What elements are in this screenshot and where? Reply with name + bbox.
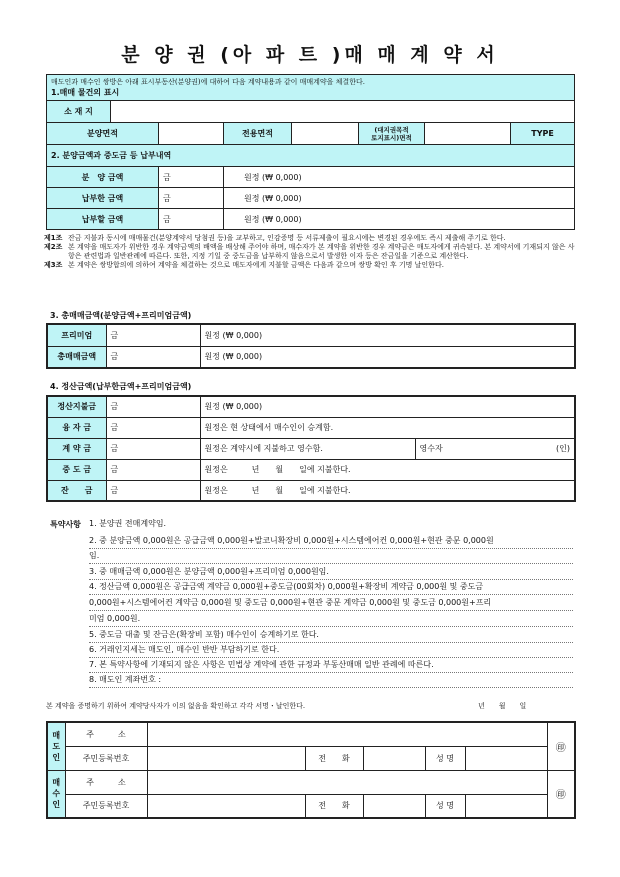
special-line-1: 1. 분양권 전매계약임. (89, 519, 167, 528)
deposit-receiver[interactable] (415, 438, 575, 459)
total-price-label: 총매매금액 (47, 346, 106, 368)
seller-char-1: 매 (52, 730, 61, 740)
special-line-7: 미엄 0,000원. (89, 612, 573, 627)
due-amount-currency: 금 (159, 209, 224, 230)
section4-title: 4. 정산금액(납부한금액+프리미엄금액) (50, 382, 192, 391)
land-label-line1: (대지권목적 (374, 125, 409, 134)
type-label: TYPE (511, 123, 575, 145)
total-table (46, 323, 576, 369)
balance-currency: 금 (106, 480, 200, 501)
parties-table (46, 721, 576, 819)
interim-label: 중 도 금 (47, 459, 106, 480)
balance-value[interactable]: 원정은 년 월 일에 지불한다. (200, 480, 575, 501)
paid-amount-currency: 금 (159, 188, 224, 209)
buyer-char-2: 수 (52, 789, 61, 799)
seller-address-field[interactable] (147, 722, 547, 746)
exclusive-area-label: 전용면적 (224, 123, 292, 145)
seller-char-2: 도 (52, 741, 61, 751)
closing-text: 본 계약을 증명하기 위하여 계약당사자가 이의 없음을 확인하고 각각 서명・날인한다. (46, 702, 306, 710)
buyer-address-field[interactable] (147, 770, 547, 794)
special-label: 특약사항 (50, 520, 81, 529)
seller-id-field[interactable] (147, 746, 305, 770)
special-line-3: 임. (89, 549, 573, 564)
buyer-phone-label: 전 화 (305, 794, 363, 818)
location-field[interactable] (111, 101, 575, 123)
section1-title: 1.매매 물건의 표시 (51, 88, 120, 97)
loan-value[interactable]: 원정은 현 상태에서 매수인이 승계함. (200, 417, 575, 438)
seller-phone-field[interactable] (363, 746, 425, 770)
special-line-5: 4. 정산금액 0,000원은 공급금액 계약금 0,000원+중도금(00회차) 0,000원+확장비 계약금 0,000원 및 중도금 (89, 580, 573, 595)
total-price-currency: 금 (106, 346, 200, 368)
seller-seal: ㊞ (547, 722, 575, 770)
buyer-name-field[interactable] (465, 794, 547, 818)
settlement-label: 정산지불금 (47, 396, 106, 417)
seller-phone-label: 전 화 (305, 746, 363, 770)
seller-name-field[interactable] (465, 746, 547, 770)
buyer-char-3: 인 (52, 800, 61, 810)
deposit-currency: 금 (106, 438, 200, 459)
buyer-phone-field[interactable] (363, 794, 425, 818)
loan-label: 융 자 금 (47, 417, 106, 438)
special-line-9: 6. 거래인지세는 매도인, 매수인 반반 부담하기로 한다. (89, 643, 573, 658)
settlement-value[interactable]: 원정 (₩ 0,000) (200, 396, 575, 417)
interim-value[interactable]: 원정은 년 월 일에 지불한다. (200, 459, 575, 480)
article-3-num: 제3조 (44, 261, 63, 269)
special-line-2: 2. 중 분양금액 0,000원은 공급금액 0,000원+발코니확장비 0,000원+시스템에어컨 0,000원+현관 중문 0,000원 (89, 534, 573, 549)
article-1 (44, 234, 576, 243)
page-title: 분 양 권 (아 파 트 )매 매 계 약 서 (121, 44, 499, 66)
loan-currency: 금 (106, 417, 200, 438)
buyer-char-1: 매 (52, 778, 61, 788)
seller-name-label: 성 명 (425, 746, 465, 770)
receiver-seal: (인) (556, 444, 571, 453)
settlement-table (46, 395, 576, 502)
premium-currency: 금 (106, 324, 200, 346)
seller-address-label: 주 소 (65, 722, 147, 746)
buyer-id-label: 주민등록번호 (65, 794, 147, 818)
balance-label: 잔 금 (47, 480, 106, 501)
settlement-currency: 금 (106, 396, 200, 417)
land-area-field[interactable] (425, 123, 511, 145)
land-label-line2: 토지표시)면적 (371, 133, 412, 142)
article-2-text: 본 계약을 매도자가 위반한 경우 계약금액의 배액을 배상해 주어야 하며, 매수자가 본 계약을 위반한 경우 계약금은 매도자에게 귀속된다. 본 계약서에 기재되지 않은 사항은 관련법과 일반관례에 따른다. 또한, 지정 기일 중 중도금을 납부하지 않음으로서 발생한 이자 등은 잔금일을 기준으로 계산한다. (68, 243, 575, 260)
special-line-11: 8. 매도인 계좌번호 : (89, 673, 573, 688)
buyer-name-label: 성 명 (425, 794, 465, 818)
contract-date[interactable]: 년 월 일 (478, 702, 527, 710)
article-2-num: 제2조 (44, 243, 63, 251)
seller-label (47, 722, 65, 770)
total-price-value[interactable]: 원정 (₩ 0,000) (200, 346, 575, 368)
exclusive-area-field[interactable] (292, 123, 359, 145)
articles (44, 234, 576, 270)
interim-currency: 금 (106, 459, 200, 480)
location-label: 소 재 지 (47, 101, 111, 123)
special-line-10: 7. 본 특약사항에 기재되지 않은 사항은 민법상 계약에 관한 규정과 부동산매매 일반 관례에 따른다. (89, 658, 573, 673)
sale-amount-value[interactable]: 원정 (₩ 0,000) (224, 167, 575, 188)
section1-header (47, 75, 575, 101)
sale-amount-label: 분 양 금액 (47, 167, 159, 188)
property-table (46, 74, 575, 230)
sale-amount-currency: 금 (159, 167, 224, 188)
section2-title: 2. 분양금액과 중도금 등 납부내역 (47, 145, 575, 167)
sale-area-field[interactable] (159, 123, 224, 145)
buyer-seal: ㊞ (547, 770, 575, 818)
land-area-label (359, 123, 425, 145)
article-2 (44, 243, 576, 261)
deposit-value[interactable]: 원정은 계약시에 지불하고 영수함. (200, 438, 415, 459)
paid-amount-label: 납부한 금액 (47, 188, 159, 209)
due-amount-label: 납부할 금액 (47, 209, 159, 230)
section3-title: 3. 총매매금액(분양금액+프리미엄금액) (50, 311, 192, 320)
buyer-id-field[interactable] (147, 794, 305, 818)
buyer-label (47, 770, 65, 818)
article-1-num: 제1조 (44, 234, 63, 242)
seller-char-3: 인 (52, 752, 61, 762)
seller-id-label: 주민등록번호 (65, 746, 147, 770)
sale-area-label: 분양면적 (47, 123, 159, 145)
special-line-4: 3. 중 매매금액 0,000원은 분양금액 0,000원+프리미엄 0,000원임. (89, 565, 573, 580)
premium-label: 프리미엄 (47, 324, 106, 346)
due-amount-value[interactable]: 원정 (₩ 0,000) (224, 209, 575, 230)
article-3 (44, 261, 576, 270)
premium-value[interactable]: 원정 (₩ 0,000) (200, 324, 575, 346)
intro-text: 매도인과 매수인 쌍방은 아래 표시부동산(분양권)에 대하여 다음 계약내용과 같이 매매계약을 체결한다. (51, 78, 365, 86)
article-1-text: 잔금 지불과 동시에 매매물건(분양계약서 당첨권 등)을 교부하고, 인감증명 등 서류제출이 필요시에는 변경된 경우에도 즉시 제출해 주기로 한다. (68, 234, 506, 242)
receiver-label: 영수자 (419, 444, 443, 453)
special-line-6: 0,000원+시스템에어컨 계약금 0,000원 및 중도금 0,000원+현관 중문 계약금 0,000원 및 중도금 0,000원+프리 (89, 596, 573, 611)
buyer-address-label: 주 소 (65, 770, 147, 794)
paid-amount-value[interactable]: 원정 (₩ 0,000) (224, 188, 575, 209)
article-3-text: 본 계약은 쌍방합의에 의하여 계약을 체결하는 것으로 매도자에게 지불할 금액은 다음과 같으며 쌍방 확인 후 기명 날인한다. (68, 261, 444, 269)
special-line-8: 5. 중도금 대출 및 잔금은(확장비 포함) 매수인이 승계하기로 한다. (89, 628, 573, 643)
deposit-label: 계 약 금 (47, 438, 106, 459)
